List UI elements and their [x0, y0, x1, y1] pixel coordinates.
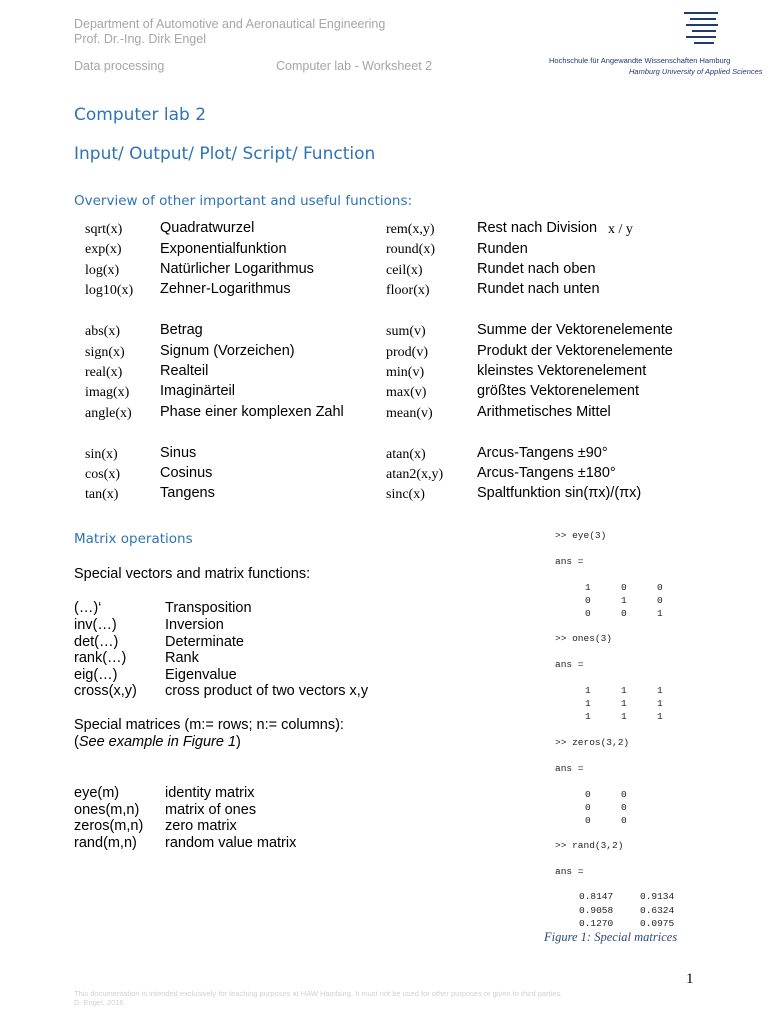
worksheet-name: Computer lab - Worksheet 2 — [276, 59, 433, 73]
matrix-function-description: cross product of two vectors x,y — [165, 683, 369, 699]
function-name: prod(v) — [386, 345, 428, 360]
function-description: Arithmetisches Mittel — [477, 404, 611, 420]
matrix-cell: 0 — [585, 595, 591, 606]
matrix-function-description: matrix of ones — [165, 802, 257, 818]
function-name: atan2(x,y) — [386, 467, 444, 482]
function-description: Summe der Vektorenelemente — [477, 322, 673, 338]
special-matrices-reference: (See example in Figure 1) — [74, 734, 241, 750]
overview-heading: Overview of other important and useful functions: — [74, 193, 413, 209]
matrix-cell: 1 — [621, 698, 627, 709]
matrix-cell: 0 — [621, 789, 627, 800]
matrix-cell: 1 — [585, 698, 591, 709]
matrix-cell: 0.8147 — [579, 891, 614, 902]
function-description: Zehner-Logarithmus — [160, 281, 291, 297]
function-name: sin(x) — [85, 447, 118, 462]
matrix-cell: 1 — [621, 685, 627, 696]
console-ans: ans = — [555, 659, 584, 670]
matrix-function-description: zero matrix — [165, 818, 237, 834]
console-figure — [550, 525, 680, 930]
matrix-cell: 0 — [621, 802, 627, 813]
function-name: ceil(x) — [386, 263, 423, 278]
function-description: Produkt der Vektorenelemente — [477, 343, 673, 359]
function-description: Runden — [477, 241, 528, 257]
matrix-cell: 1 — [585, 685, 591, 696]
matrix-function-name: rank(…) — [74, 650, 127, 666]
function-name: sum(v) — [386, 324, 426, 339]
matrix-cell: 0 — [585, 789, 591, 800]
matrix-cell: 0 — [585, 802, 591, 813]
matrix-function-name: inv(…) — [74, 617, 117, 633]
matrix-cell: 0 — [657, 582, 663, 593]
matrix-cell: 0 — [621, 582, 627, 593]
matrix-cell: 1 — [657, 698, 663, 709]
function-name: tan(x) — [85, 487, 119, 502]
function-name: floor(x) — [386, 283, 430, 298]
matrix-cell: 0.0975 — [640, 918, 675, 929]
matrix-cell: 0.9134 — [640, 891, 675, 902]
function-description: Tangens — [160, 485, 215, 501]
professor-name: Prof. Dr.-Ing. Dirk Engel — [74, 32, 206, 46]
matrix-function-name: ones(m,n) — [74, 802, 140, 818]
console-ans: ans = — [555, 866, 584, 877]
university-name-en: Hamburg University of Applied Sciences — [629, 67, 763, 76]
university-logo — [682, 10, 722, 50]
function-description: Arcus-Tangens ±90° — [477, 445, 608, 461]
function-description: Arcus-Tangens ±180° — [477, 465, 616, 481]
course-name: Data processing — [74, 59, 165, 73]
matrix-cell: 0 — [621, 608, 627, 619]
function-description: Signum (Vorzeichen) — [160, 343, 295, 359]
function-description: Sinus — [160, 445, 197, 461]
matrix-function-description: identity matrix — [165, 785, 255, 801]
figure-caption: Figure 1: Special matrices — [544, 930, 678, 944]
console-ans: ans = — [555, 763, 584, 774]
matrix-cell: 0 — [621, 815, 627, 826]
page-number: 1 — [686, 971, 694, 987]
function-name: angle(x) — [85, 406, 132, 421]
matrix-function-description: Transposition — [165, 600, 252, 616]
page-title: Computer lab 2 — [74, 105, 207, 125]
matrix-cell: 0.6324 — [640, 905, 675, 916]
function-name: abs(x) — [85, 324, 120, 339]
matrix-cell: 1 — [585, 582, 591, 593]
function-name: max(v) — [386, 385, 427, 400]
matrix-cell: 0.1270 — [579, 918, 614, 929]
function-name: round(x) — [386, 242, 435, 257]
matrix-cell: 0 — [657, 595, 663, 606]
function-description: Rundet nach oben — [477, 261, 596, 277]
department-name: Department of Automotive and Aeronautical Engineering — [74, 17, 386, 31]
matrix-function-description: Determinate — [165, 634, 244, 650]
function-name: real(x) — [85, 365, 123, 380]
matrix-function-description: Eigenvalue — [165, 667, 237, 683]
function-description: Cosinus — [160, 465, 213, 481]
matrix-function-name: rand(m,n) — [74, 835, 137, 851]
special-vectors-title: Special vectors and matrix functions: — [74, 566, 311, 582]
matrix-cell: 1 — [621, 595, 627, 606]
matrix-function-name: cross(x,y) — [74, 683, 137, 699]
matrix-function-name: zeros(m,n) — [74, 818, 144, 834]
page-subtitle: Input/ Output/ Plot/ Script/ Function — [74, 144, 376, 164]
function-name: sign(x) — [85, 345, 125, 360]
function-description: Betrag — [160, 322, 203, 338]
function-description: Rest nach Division — [477, 220, 598, 236]
matrix-function-description: random value matrix — [165, 835, 297, 851]
function-name: log(x) — [85, 263, 120, 278]
university-name-de: Hochschule für Angewandte Wissenschaften Hamburg — [549, 56, 731, 65]
matrix-function-name: eye(m) — [74, 785, 120, 801]
matrix-cell: 0.9058 — [579, 905, 614, 916]
console-command: >> zeros(3,2) — [555, 737, 630, 748]
function-name: atan(x) — [386, 447, 426, 462]
function-description: kleinstes Vektorenelement — [477, 363, 647, 379]
function-description: Exponentialfunktion — [160, 241, 287, 257]
matrix-cell: 0 — [585, 815, 591, 826]
function-name: mean(v) — [386, 406, 433, 421]
function-description-extra: x / y — [608, 222, 633, 237]
function-name: rem(x,y) — [386, 222, 435, 237]
function-name: imag(x) — [85, 385, 130, 400]
function-description: Rundet nach unten — [477, 281, 600, 297]
matrix-function-description: Rank — [165, 650, 199, 666]
matrix-cell: 1 — [657, 685, 663, 696]
function-description: größtes Vektorenelement — [477, 383, 640, 399]
matrix-cell: 0 — [585, 608, 591, 619]
function-name: sinc(x) — [386, 487, 425, 502]
footer-author: D. Engel, 2016 — [74, 998, 124, 1007]
console-ans: ans = — [555, 556, 584, 567]
matrix-function-name: (…)‘ — [74, 600, 102, 616]
matrix-function-name: det(…) — [74, 634, 119, 650]
function-name: sqrt(x) — [85, 222, 123, 237]
console-command: >> rand(3,2) — [555, 840, 624, 851]
matrix-function-name: eig(…) — [74, 667, 118, 683]
matrix-cell: 1 — [657, 711, 663, 722]
special-matrices-title: Special matrices (m:= rows; n:= columns): — [74, 717, 344, 733]
matrix-cell: 1 — [585, 711, 591, 722]
function-description: Realteil — [160, 363, 209, 379]
footer-notice: This documentation is intended exclusively for teaching purposes at HAW Hamburg. It must not be used for other purposes or given to third parties. — [74, 989, 563, 998]
console-command: >> eye(3) — [555, 530, 607, 541]
function-description: Natürlicher Logarithmus — [160, 261, 314, 277]
function-description: Quadratwurzel — [160, 220, 255, 236]
matrix-function-description: Inversion — [165, 617, 224, 633]
function-description: Imaginärteil — [160, 383, 235, 399]
function-description: Phase einer komplexen Zahl — [160, 404, 344, 420]
matrix-heading: Matrix operations — [74, 531, 193, 547]
matrix-cell: 1 — [657, 608, 663, 619]
function-name: exp(x) — [85, 242, 122, 257]
matrix-cell: 1 — [621, 711, 627, 722]
function-name: min(v) — [386, 365, 425, 380]
function-name: log10(x) — [85, 283, 134, 298]
function-description: Spaltfunktion sin(πx)/(πx) — [477, 485, 642, 501]
console-command: >> ones(3) — [555, 633, 613, 644]
function-name: cos(x) — [85, 467, 120, 482]
